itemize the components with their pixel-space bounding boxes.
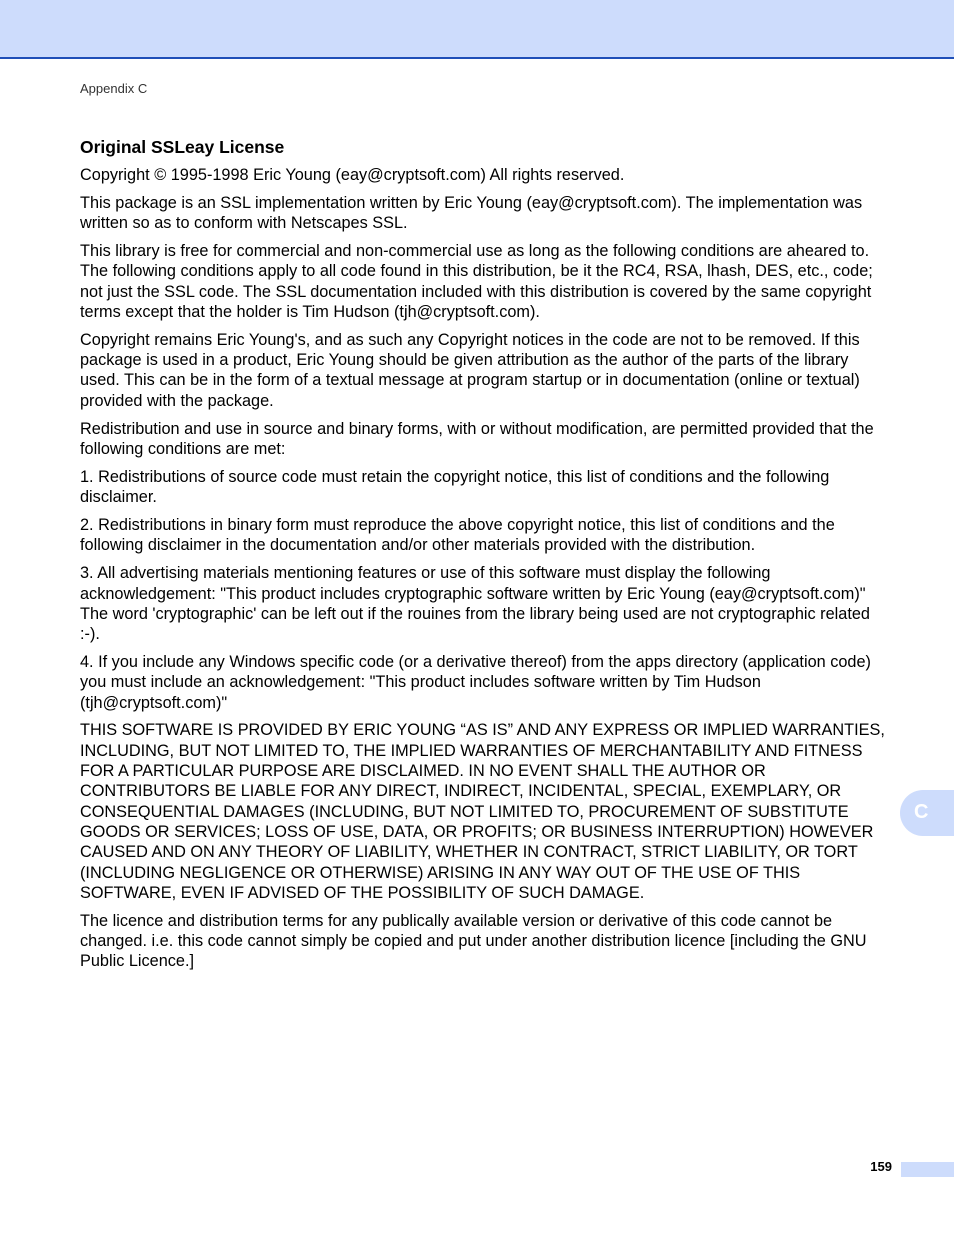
page-number: 159: [870, 1159, 892, 1174]
paragraph-redistribution: Redistribution and use in source and binary forms, with or without modification, are permitted provided that the following conditions are met:: [80, 419, 874, 458]
paragraph-implementation: This package is an SSL implementation written by Eric Young (eay@cryptsoft.com). The implementation was written so as to conform with Netscapes SSL.: [80, 193, 863, 233]
header-band: [0, 0, 954, 59]
document-body: [80, 136, 892, 979]
paragraph-attribution: Copyright remains Eric Young's, and as such any Copyright notices in the code are not to be removed. If this package is used in a product, Eric Young should be given attribution as the author of the parts of the library used. This can be in the form of a textual message at program startup or in documentation (online or textual) provided with the package.: [80, 330, 860, 410]
condition-item-1: 1. Redistributions of source code must retain the copyright notice, this list of conditions and the following disclaimer.: [80, 467, 830, 507]
condition-item-2: 2. Redistributions in binary form must reproduce the above copyright notice, this list of conditions and the following disclaimer in the documentation and/or other materials provided with the distribution.: [80, 516, 835, 555]
paragraph-disclaimer: THIS SOFTWARE IS PROVIDED BY ERIC YOUNG “AS IS” AND ANY EXPRESS OR IMPLIED WARRANTIES, INCLUDING, BUT NOT LIMITED TO, THE IMPLIED WARRANTIES OF MERCHANTABILITY AND FITNESS FOR A PARTICULAR PURPOSE ARE DISCLAIMED. IN NO EVENT SHALL THE AUTHOR OR CONTRIBUTORS BE LIABLE FOR ANY DIRECT, INDIRECT, INCIDENTAL, SPECIAL, EXEMPLARY, OR CONSEQUENTIAL DAMAGES (INCLUDING, BUT NOT LIMITED TO, PROCUREMENT OF SUBSTITUTE GOODS OR SERVICES; LOSS OF USE, DATA, OR PROFITS; OR BUSINESS INTERRUPTION) HOWEVER CAUSED AND ON ANY THEORY OF LIABILITY, WHETHER IN CONTRACT, STRICT LIABILITY, OR TORT (INCLUDING NEGLIGENCE OR OTHERWISE) ARISING IN ANY WAY OUT OF THE USE OF THIS SOFTWARE, EVEN IF ADVISED OF THE POSSIBILITY OF SUCH DAMAGE.: [80, 721, 885, 902]
paragraph-licence-terms: The licence and distribution terms for any publically available version or derivative of this code cannot be changed. i.e. this code cannot simply be copied and put under another distribution licence [including the GNU Public Licence.]: [80, 911, 867, 971]
paragraph-usage-terms: This library is free for commercial and non-commercial use as long as the following conditions are aheared to. The following conditions apply to all code found in this distribution, be it the RC4, RSA, lhash, DES, etc., code; not just the SSL code. The SSL documentation included with this distribution is covered by the same copyright terms except that the holder is Tim Hudson (tjh@cryptsoft.com).: [80, 242, 873, 321]
paragraph-copyright: Copyright © 1995-1998 Eric Young (eay@cryptsoft.com) All rights reserved.: [80, 166, 625, 184]
appendix-tab-letter: C: [914, 801, 929, 823]
page-number-tab: [901, 1162, 954, 1177]
condition-item-3: 3. All advertising materials mentioning features or use of this software must display the following acknowledgement: "This product includes cryptographic software written by Eric Young (eay@cryptsoft.com)" The word 'cryptographic' can be left out if the rouines from the library being used are not cryptographic related :-).: [80, 564, 870, 644]
condition-item-4: 4. If you include any Windows specific code (or a derivative thereof) from the apps directory (application code) you must include an acknowledgement: "This product includes software written by Tim Hudson (tjh@cryptsoft.com)": [80, 652, 871, 712]
section-title: Original SSLeay License: [80, 137, 285, 157]
running-head: Appendix C: [80, 81, 148, 96]
